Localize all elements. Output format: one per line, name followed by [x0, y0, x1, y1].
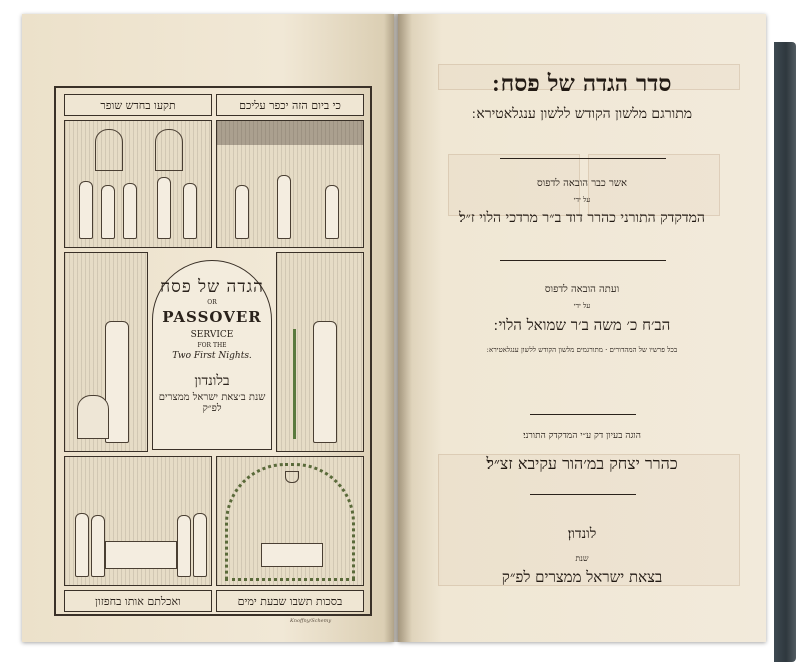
figure	[101, 185, 115, 239]
figure	[91, 515, 105, 577]
left-page-frontispiece	[22, 14, 394, 642]
divider	[530, 494, 636, 495]
now-print-line: ועתה הובאה לדפוס	[544, 284, 620, 295]
year-word: שנת	[575, 554, 589, 563]
label-rosh-chodesh: תקעו בחדש שופר	[64, 94, 212, 116]
book-gutter	[384, 14, 412, 642]
page-subtitle: מתורגם מלשון הקודש ללשון ענגלאטירא ׃	[471, 106, 693, 122]
proofread-line: הוגה בעיון דק ע״י המדקדק התורני׃	[523, 431, 641, 441]
figure	[123, 183, 137, 239]
cloud-band	[217, 121, 364, 145]
figure	[235, 185, 249, 239]
lamp-icon	[285, 471, 299, 483]
city-line: לונדון׃	[567, 526, 597, 542]
figure	[79, 181, 93, 239]
divider	[530, 414, 636, 415]
title-arch-plate	[152, 260, 272, 450]
panel-seder-table-scene	[64, 456, 212, 586]
by-line-1: על ידי	[573, 196, 591, 204]
panel-moses-scene	[64, 252, 148, 452]
book-cover-edge	[774, 42, 796, 662]
page-title: סדר הגדה של פסח ׃	[492, 70, 672, 97]
previous-print-line: אשר כבר הובאה לדפוס	[536, 178, 627, 189]
current-editor: הב׳ח כ׳ משה ב׳ר שמואל הלוי ׃	[493, 316, 671, 334]
label-sukkot: בסכות תשבו שבעת ימים	[216, 590, 364, 612]
engraving-frame	[54, 86, 372, 616]
by-line-2: על ידי	[573, 302, 591, 310]
window-icon	[95, 129, 123, 171]
figure	[325, 185, 339, 239]
panel-aaron-scene	[276, 252, 364, 452]
panel-shofar-scene	[64, 120, 212, 248]
tablets-icon	[77, 395, 109, 439]
open-book	[12, 14, 788, 654]
panel-high-priest-scene	[216, 120, 364, 248]
figure	[177, 515, 191, 577]
arch-or: OR	[207, 299, 217, 306]
divider	[500, 158, 666, 159]
arch-hebrew-title: הגדה של פסח	[160, 277, 264, 297]
label-chipazon: ואכלתם אותו בחפזון	[64, 590, 212, 612]
figure	[277, 175, 291, 239]
panel-sukkah-scene	[216, 456, 364, 586]
figure	[75, 513, 89, 577]
figure	[313, 321, 337, 443]
table-icon	[261, 543, 323, 567]
divider	[500, 260, 666, 261]
previous-editor: המדקדק התורני כהרר דוד ב״ר מרדכי הלוי ז״ל׃	[459, 210, 705, 226]
arch-subtitle: SERVICE	[190, 330, 234, 340]
table-icon	[105, 541, 177, 569]
label-yom-kippur: כי ביום הזה יכפר עליכם	[216, 94, 364, 116]
supplement-line: בכל פרשיו של המהדורים · מתורגמים מלשון הקודש ללשון ענגלאטירא ׃	[486, 346, 678, 354]
year-line: בצאת ישראל ממצרים לפ״ק	[501, 568, 663, 586]
proofreader-name: כהרר יצחק במ׳הור עקיבא זצ״ל׃	[486, 454, 678, 473]
arch-year: שנת ב׳צאת ישראל ממצרים לפ״ק	[158, 392, 266, 414]
arch-for-the: FOR THE	[197, 342, 227, 349]
window-icon	[155, 129, 183, 171]
engraver-credit: Knoffny/Schemy	[290, 618, 332, 624]
arch-nights: Two First Nights.	[172, 351, 252, 361]
arch-city: בלונדון	[194, 373, 230, 389]
budding-staff-icon	[293, 329, 296, 439]
figure	[183, 183, 197, 239]
figure	[157, 177, 171, 239]
arch-english-title: PASSOVER	[162, 308, 262, 326]
figure	[193, 513, 207, 577]
